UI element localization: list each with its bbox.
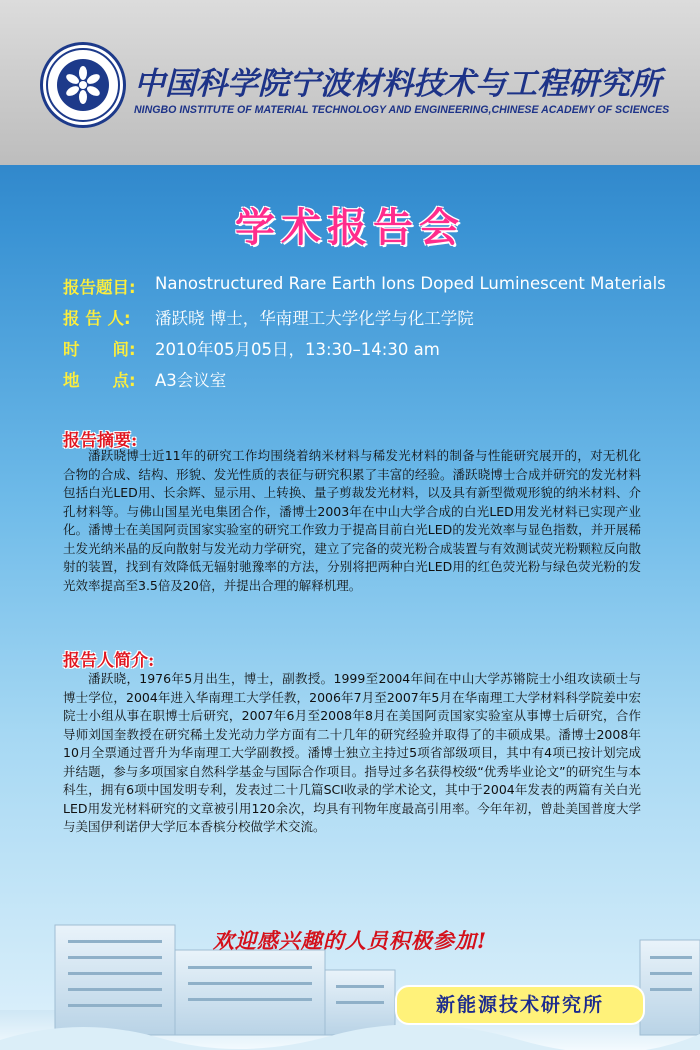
time-label: 时 间: [63,340,136,359]
header-band [0,0,700,165]
info-row-time [63,336,683,367]
bio-text: 潘跃晓，1976年5月出生，博士，副教授。1999至2004年间在中山大学苏锵院士小组攻读硕士与博士学位，2004年进入华南理工大学任教，2006年7月至2007年5月在华南理工大学材料科学院姜中宏院士小组从事在职博士后研究，2007年6月至2008年8月在美国阿贡国家实验室从事博士后研究，合作导师刘国奎教授在研究稀土发光动力学方面有二十几年的研究经验并取得了的丰硕成果。潘博士2008年10月全票通过晋升为华南理工大学副教授。潘博士独立主持过5项省部级项目，其中有4项已按计划完成并结题，参与多项国家自然科学基金与国际合作项目。指导过多名获得校级“优秀毕业论文”的研究生与本科生，拥有6项中国发明专利，发表过二十几篇SCI收录的学术论文，其中于2004年发表的两篇有关白光LED用发光材料研究的文章被引用120余次，均具有刊物年度最高引用率。今年年初，曾赴美国普度大学与美国伊利诺伊大学厄本香槟分校做学术交流。 [63,671,641,834]
abstract-text: 潘跃晓博士近11年的研究工作均围绕着纳米材料与稀发光材料的制备与性能研究展开的，对无机化合物的合成、结构、形貌、发光性质的表征与研究积累了丰富的经验。潘跃晓博士合成并研究的发光材料包括白光LED用、长余辉、显示用、上转换、量子剪裁发光材料，以及具有新型微观形貌的纳米材料、介孔材料等。与佛山国星光电集团合作，潘博士2003年在中山大学合成的白光LED用发光材料已实现产业化。潘博士在美国阿贡国家实验室的研究工作致力于提高目前白光LED的发光效率与显色指数，并开展稀土发光纳米晶的反向散射与发光动力学研究，建立了完备的荧光粉合成装置与有效测试荧光粉颗粒反向散射的装置，找到有效降低无辐射驰豫率的方法，分别将把两种白光LED用的红色荧光粉与绿色荧光粉的发光效率提高至3.5倍及20倍，并提出合理的解释机理。 [63,448,641,593]
page-title: 学术报告会 [235,204,465,251]
bio-heading: 报告人简介: [63,651,155,671]
talk-info [63,274,683,398]
place-value: A3会议室 [155,371,227,390]
info-row-topic [63,274,683,305]
place-label: 地 点: [63,371,136,390]
abstract-heading: 报告摘要: [63,431,138,451]
speaker-value: 潘跃晓 博士，华南理工大学化学与化工学院 [155,309,474,328]
institute-name-en: NINGBO INSTITUTE OF MATERIAL TECHNOLOGY AND ENGINEERING,CHINESE ACADEMY OF SCIENCES [134,104,670,116]
campus-illustration [0,890,700,1050]
topic-value: Nanostructured Rare Earth Ions Doped Luminescent Materials [155,274,666,293]
institute-name-cn: 中国科学院宁波材料技术与工程研究所 [134,66,661,102]
cas-emblem-graphic [43,45,123,125]
info-row-place [63,367,683,398]
topic-label: 报告题目: [63,278,136,297]
organizer-badge: 新能源技术研究所 [395,985,645,1025]
info-row-speaker [63,305,683,336]
welcome-slogan: 欢迎感兴趣的人员积极参加! [212,928,488,953]
time-value: 2010年05月05日，13:30–14:30 am [155,340,440,359]
cas-emblem-icon [40,42,126,128]
speaker-label: 报 告 人: [63,309,131,328]
